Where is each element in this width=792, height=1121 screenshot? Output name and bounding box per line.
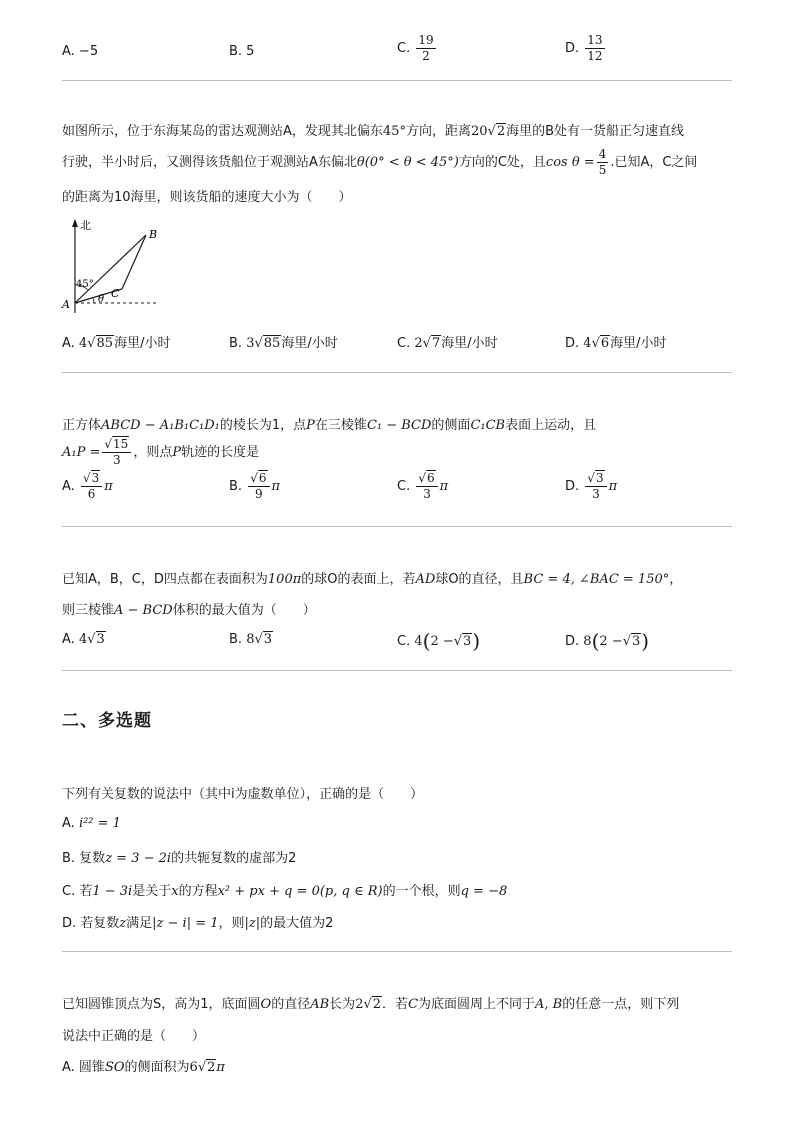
- question-stem-line: 已知A，B，C，D四点都在表面积为100π的球O的表面上，若AD球O的直径，且BC = 4, ∠BAC = 150°，: [62, 572, 683, 587]
- option-d[interactable]: D. 4√6海里/小时: [565, 336, 667, 351]
- option-b[interactable]: B. $\frac{√6}{9}$ π: [229, 471, 281, 502]
- option-a[interactable]: A. 圆锥SO的侧面积为6√2π: [62, 1060, 225, 1075]
- label-a: A: [62, 298, 70, 311]
- option-b[interactable]: B. 5: [229, 44, 255, 59]
- ship-diagram: [58, 215, 168, 325]
- option-d[interactable]: D. $\frac{√3}{3}$ π: [565, 471, 618, 502]
- label-b: B: [149, 228, 158, 241]
- option-a[interactable]: A. 4√3: [62, 632, 105, 647]
- option-b[interactable]: B. 8√3: [229, 632, 273, 647]
- question-stem-line: A₁P = $\frac{√15}{3}$ ，则点P轨迹的长度是: [62, 437, 260, 468]
- arrow-up-icon: [72, 219, 78, 227]
- option-b[interactable]: B. 3√85海里/小时: [229, 336, 338, 351]
- option-a[interactable]: A. $\frac{√3}{6}$ π: [62, 471, 113, 502]
- question-stem-line: 说法中正确的是（ ）: [62, 1029, 206, 1044]
- option-d[interactable]: D. 8(2 −√3): [565, 629, 650, 653]
- option-c[interactable]: C. 若1 − 3i是关于x的方程x² + px + q = 0(p, q ∈ R)的一个根，则q = −8: [62, 884, 508, 899]
- question-stem-line: 的距离为10海里，则该货船的速度大小为（ ）: [62, 190, 352, 205]
- divider: [62, 951, 732, 952]
- label-theta: θ: [98, 294, 105, 305]
- fraction: $\frac{19}{2}$: [418, 33, 434, 64]
- option-c[interactable]: C. 4(2 −√3): [397, 629, 481, 653]
- question-stem-line: 已知圆锥顶点为S，高为1，底面圆O的直径AB长为2√2．若C为底面圆周上不同于A, B的任意一点，则下列: [62, 997, 680, 1012]
- question-stem-line: 如图所示，位于东海某岛的雷达观测站A，发现其北偏东45°方向，距离20√2海里的B处有一货船正匀速直线: [62, 124, 685, 139]
- option-a[interactable]: A. i²² = 1: [62, 816, 121, 831]
- divider: [62, 80, 732, 81]
- question-stem-line: 则三棱锥A − BCD体积的最大值为（ ）: [62, 603, 316, 618]
- option-a[interactable]: A. 4√85海里/小时: [62, 336, 171, 351]
- option-d[interactable]: D. 若复数z满足|z − i| = 1，则|z|的最大值为2: [62, 916, 334, 931]
- fraction: $\frac{13}{12}$: [587, 33, 603, 64]
- option-c[interactable]: C. $\frac{19}{2}$: [397, 33, 434, 64]
- option-b[interactable]: B. 复数z = 3 − 2i的共轭复数的虚部为2: [62, 851, 297, 866]
- line-cb: [122, 235, 146, 289]
- divider: [62, 670, 732, 671]
- question-stem-line: 行驶，半小时后，又测得该货船位于观测站A东偏北θ(0° < θ < 45°)方向的C处，且cos θ = $\frac{4}{5}$ .已知A，C之间: [62, 147, 698, 178]
- section-title: 二、多选题: [62, 711, 152, 731]
- option-c[interactable]: C. 2√7海里/小时: [397, 336, 498, 351]
- option-a[interactable]: A. −5: [62, 44, 99, 59]
- divider: [62, 526, 732, 527]
- option-d[interactable]: D. $\frac{13}{12}$: [565, 33, 603, 64]
- label-c: C: [111, 287, 120, 300]
- question-stem-line: 正方体ABCD − A₁B₁C₁D₁的棱长为1，点P在三棱锥C₁ − BCD的侧面C₁CB表面上运动，且: [62, 418, 597, 433]
- option-c[interactable]: C. $\frac{√6}{3}$ π: [397, 471, 449, 502]
- divider: [62, 372, 732, 373]
- label-north: 北: [80, 219, 91, 232]
- label-45: 45°: [76, 279, 94, 290]
- question-stem-line: 下列有关复数的说法中（其中i为虚数单位），正确的是（ ）: [62, 787, 424, 802]
